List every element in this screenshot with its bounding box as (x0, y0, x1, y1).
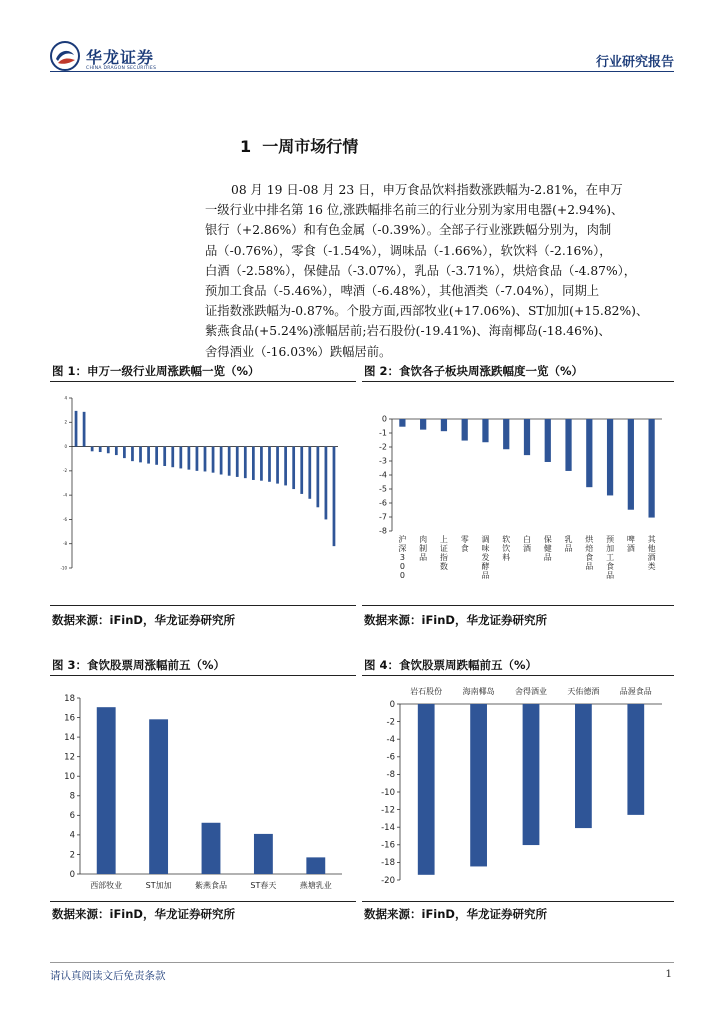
header-divider (50, 71, 674, 72)
x-category-label: 其他酒类 (647, 535, 656, 571)
figure-1-bottom-rule (50, 605, 356, 606)
bar (149, 719, 168, 874)
figure-4-bottom-rule (362, 901, 674, 902)
body-line: 舍得酒业（-16.03%）跌幅居前。 (205, 344, 392, 359)
brand-name: 华龙证券 (86, 48, 155, 67)
bar (292, 447, 295, 489)
y-tick-label: -3 (379, 456, 387, 466)
figure-2-top-rule (362, 381, 674, 382)
bar (147, 447, 150, 464)
section-number: 1 (240, 137, 252, 156)
bar (236, 447, 239, 477)
bar (586, 419, 592, 487)
chart-1-industry-weekly-change (50, 384, 356, 600)
y-tick-label: -2 (386, 717, 395, 728)
chart-2-subsector-weekly-change (362, 384, 674, 600)
figure-3-top-rule (50, 675, 356, 676)
bar (575, 704, 592, 828)
y-tick-label: -20 (381, 875, 395, 886)
bar (268, 447, 271, 482)
figure-4-title: 图 4：食饮股票周跌幅前五（%） (364, 658, 538, 672)
y-tick-label: -8 (379, 526, 387, 536)
figure-3-title: 图 3：食饮股票周涨幅前五（%） (52, 658, 226, 672)
bar (115, 447, 118, 455)
bar (649, 419, 655, 518)
bar (418, 704, 435, 875)
footer-divider (50, 962, 674, 963)
y-tick-label: -5 (379, 484, 387, 494)
x-category-label: 零食 (460, 535, 469, 553)
bar (123, 447, 126, 459)
body-line: 预加工食品（-5.46%），啤酒（-6.48%），其他酒类（-7.04%），同期上 (205, 284, 600, 299)
bar (300, 447, 303, 494)
body-line: 品（-0.76%），零食（-1.54%），调味品（-1.66%），软饮料（-2.16%）， (205, 243, 612, 258)
bar (83, 412, 86, 447)
bar (482, 419, 488, 442)
body-line: 一级行业中排名第 16 位,涨跌幅排名前三的行业分别为家用电器(+2.94%)、 (205, 203, 624, 218)
bar (220, 447, 223, 475)
bar (462, 419, 468, 441)
y-tick-label: 4 (64, 395, 67, 401)
y-tick-label: -1 (379, 428, 387, 438)
bar (131, 447, 134, 462)
x-category-label: 烘焙食品 (585, 535, 594, 571)
bar (244, 447, 247, 479)
bar (524, 419, 530, 455)
x-category-label: 软饮料 (502, 535, 511, 562)
y-tick-label: -10 (381, 787, 395, 798)
bar (325, 447, 328, 520)
figure-2-bottom-rule (362, 605, 674, 606)
y-tick-label: -2 (379, 442, 387, 452)
body-line: 08 月 19 日-08 月 23 日，申万食品饮料指数涨跌幅为-2.81%，在申万 (231, 183, 623, 197)
figure-1-source: 数据来源：iFinD，华龙证券研究所 (52, 613, 235, 627)
bar (155, 447, 158, 465)
bar (91, 447, 94, 452)
figure-3-source: 数据来源：iFinD，华龙证券研究所 (52, 907, 235, 921)
x-category-label: 白酒 (523, 535, 531, 553)
y-tick-label: -4 (386, 735, 395, 746)
y-tick-label: 0 (64, 443, 67, 449)
figure-4-top-rule (362, 675, 674, 676)
x-category-label: 紫燕食品 (195, 881, 227, 890)
bar (607, 419, 613, 495)
y-tick-label: 8 (69, 791, 75, 802)
company-logo-icon (50, 41, 80, 71)
brand-name-en: CHINA DRAGON SECURITIES (86, 66, 157, 71)
bar (523, 704, 540, 845)
y-tick-label: 0 (389, 699, 395, 710)
bar (107, 447, 110, 454)
bar (420, 419, 426, 430)
bar (254, 834, 273, 874)
bar (316, 447, 319, 508)
x-category-label: 保健品 (543, 535, 552, 562)
y-tick-label: 18 (64, 693, 75, 704)
y-tick-label: -2 (63, 468, 67, 474)
x-category-label: 调味发酵品 (481, 535, 490, 580)
x-category-label: 上证指数 (439, 535, 448, 571)
report-type: 行业研究报告 (595, 55, 674, 70)
x-category-label: 西部牧业 (90, 881, 123, 890)
y-tick-label: 0 (69, 869, 75, 880)
bar (171, 447, 174, 468)
bar (212, 447, 215, 473)
bar (188, 447, 191, 470)
y-tick-label: 16 (64, 713, 75, 724)
bar (260, 447, 263, 481)
bar (503, 419, 509, 449)
bar (139, 447, 142, 463)
y-tick-label: 2 (69, 850, 75, 861)
bar (196, 447, 199, 471)
y-tick-label: 4 (69, 830, 75, 841)
y-tick-label: -7 (379, 512, 387, 522)
section-title (240, 134, 358, 157)
body-line: 白酒（-2.58%），保健品（-3.07%），乳品（-3.71%），烘焙食品（-4.87%）， (205, 263, 637, 278)
x-category-label: ST春天 (250, 881, 277, 890)
y-tick-label: -4 (379, 470, 387, 480)
y-tick-label: -10 (60, 565, 67, 571)
y-tick-label: -14 (381, 823, 395, 834)
chart-4-top-losers (362, 678, 674, 900)
bar (333, 447, 336, 547)
y-tick-label: -6 (379, 498, 387, 508)
y-tick-label: 0 (381, 414, 387, 424)
y-tick-label: -6 (63, 516, 67, 522)
y-tick-label: -16 (381, 840, 395, 851)
figure-1-title: 图 1：申万一级行业周涨跌幅一览（%） (52, 364, 260, 378)
bar (628, 419, 634, 510)
bar (284, 447, 287, 486)
body-line: 紫燕食品(+5.24%)涨幅居前;岩石股份(-19.41%)、海南椰岛(-18.46%)、 (205, 324, 611, 339)
figure-4-source: 数据来源：iFinD，华龙证券研究所 (364, 907, 547, 921)
x-category-label: 舍得酒业 (515, 687, 547, 696)
y-tick-label: 14 (64, 732, 75, 743)
y-tick-label: -4 (63, 492, 67, 498)
section-title-text: 一周市场行情 (262, 137, 359, 156)
bar (163, 447, 166, 466)
x-category-label: 预加工食品 (606, 535, 615, 580)
y-tick-label: 6 (69, 811, 75, 822)
y-tick-label: 2 (64, 419, 67, 425)
figure-1-top-rule (50, 381, 356, 382)
body-paragraph (205, 180, 675, 362)
y-tick-label: -8 (63, 541, 67, 547)
x-category-label: 岩石股份 (410, 687, 443, 696)
bar (627, 704, 644, 815)
x-category-label: 肉制品 (419, 535, 428, 562)
x-category-label: 天佑德酒 (567, 687, 600, 696)
x-category-label: 品渥食品 (619, 687, 652, 696)
bar (470, 704, 487, 866)
bar (441, 419, 447, 431)
bar (306, 857, 325, 874)
x-category-label: 沪深 3 0 0 (398, 535, 407, 580)
bar (399, 419, 405, 427)
y-tick-label: -12 (381, 805, 395, 816)
bar (276, 447, 279, 484)
bar (565, 419, 571, 471)
figure-3-bottom-rule (50, 901, 356, 902)
bar (252, 447, 255, 480)
x-category-label: 海南椰岛 (462, 687, 495, 696)
bar (75, 411, 78, 447)
bar (202, 823, 221, 874)
chart-3-top-gainers (50, 678, 356, 900)
footer-disclaimer: 请认真阅读文后免责条款 (50, 970, 166, 982)
body-line: 证指数涨跌幅为-0.87%。个股方面,西部牧业(+17.06%)、ST加加(+15.82%)、 (205, 304, 649, 319)
x-category-label: ST加加 (145, 881, 172, 890)
bar (97, 707, 116, 874)
y-tick-label: -6 (386, 752, 395, 763)
bar (204, 447, 207, 472)
x-category-label: 燕塘乳业 (299, 881, 332, 890)
x-category-label: 啤酒 (626, 535, 635, 553)
bar (99, 447, 102, 452)
y-tick-label: 12 (64, 752, 75, 763)
y-tick-label: -8 (386, 770, 395, 781)
y-tick-label: 10 (64, 772, 75, 783)
bar (179, 447, 182, 469)
x-category-label: 乳品 (564, 535, 573, 553)
figure-2-source: 数据来源：iFinD，华龙证券研究所 (364, 613, 547, 627)
bar (228, 447, 231, 476)
page-number: 1 (665, 968, 672, 980)
y-tick-label: -18 (381, 858, 395, 869)
figure-2-title: 图 2：食饮各子板块周涨跌幅度一览（%） (364, 364, 584, 378)
body-line: 银行（+2.86%）和有色金属（-0.39%）。全部子行业涨跌幅分别为，肉制 (205, 223, 612, 238)
bar (308, 447, 311, 499)
bar (545, 419, 551, 462)
